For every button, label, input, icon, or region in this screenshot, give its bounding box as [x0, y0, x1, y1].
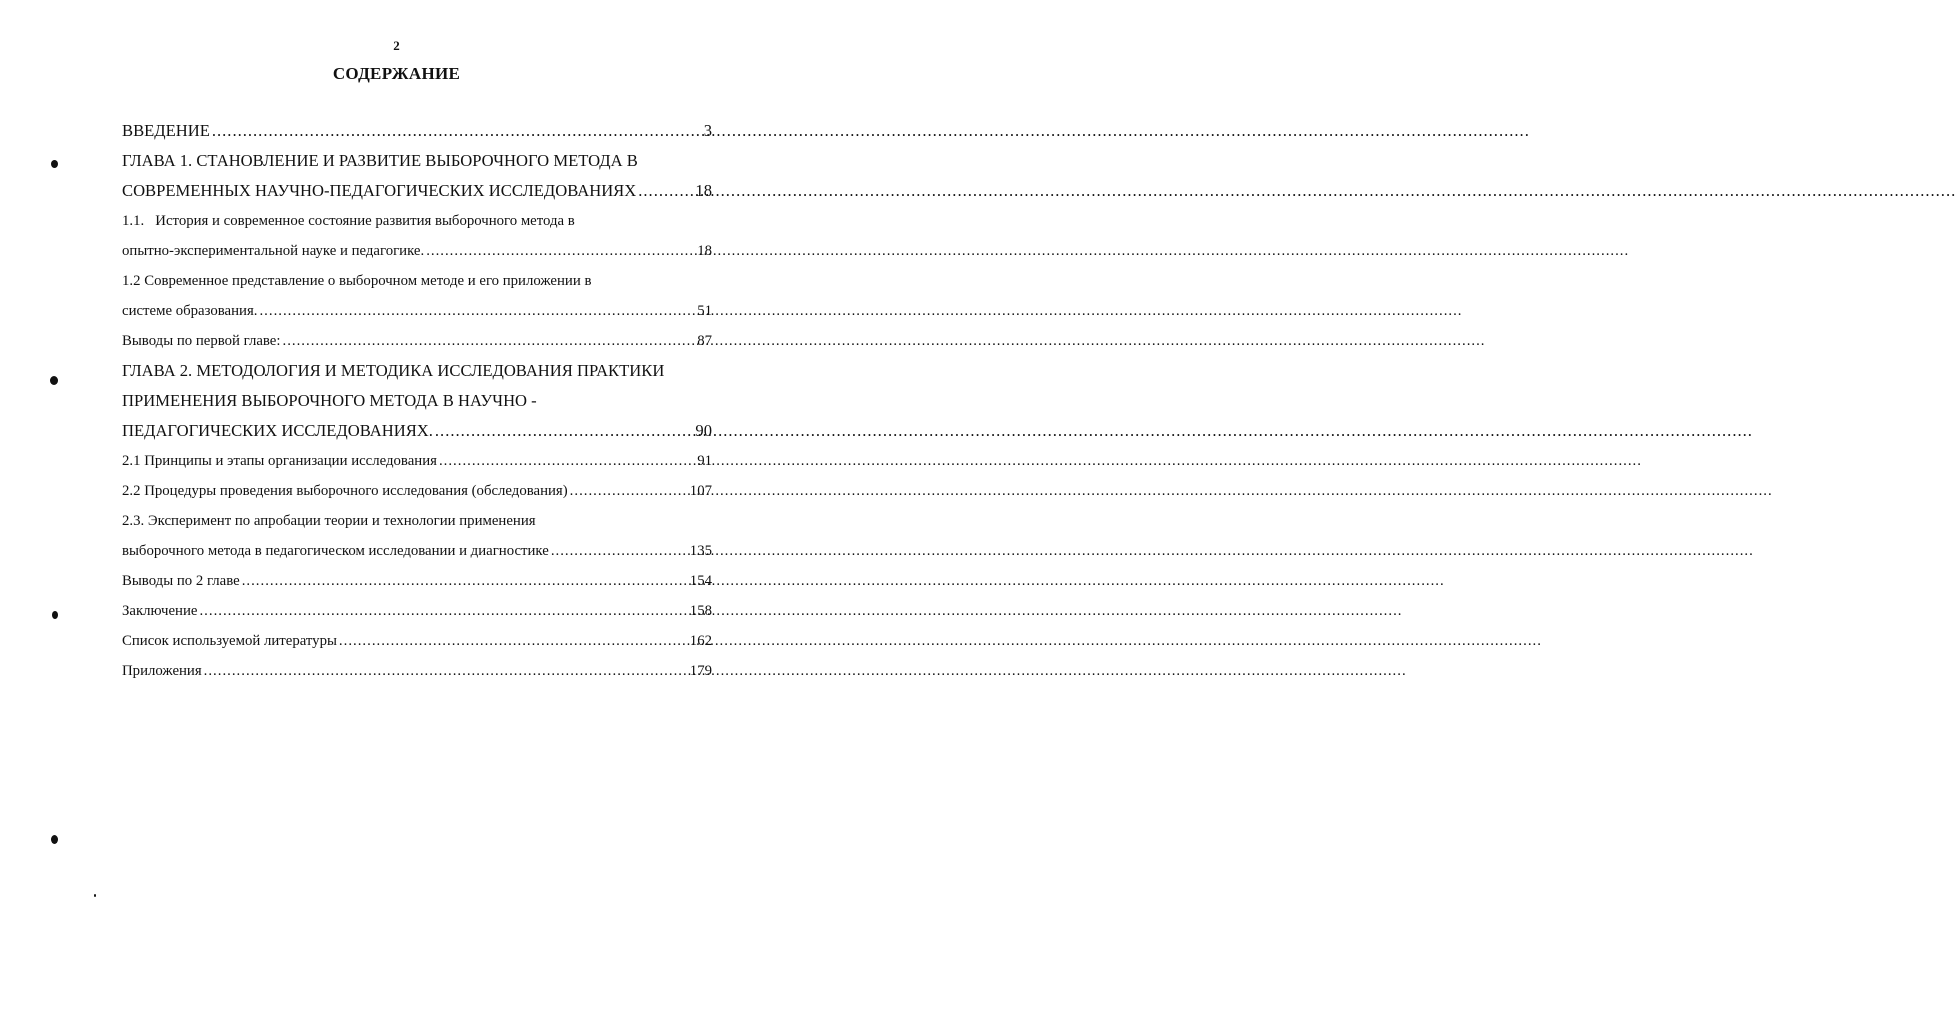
dot-leader	[551, 536, 688, 566]
toc-entry-appendix[interactable]	[122, 656, 712, 686]
toc-entry-chapter1[interactable]	[122, 176, 712, 206]
toc-entry-conclusion[interactable]	[122, 596, 712, 626]
dot-leader	[435, 416, 694, 446]
toc-entry-title: выборочного метода в педагогическом исследовании и диагностике	[122, 543, 549, 559]
dot-leader	[199, 596, 687, 626]
toc-entry-section-2-3-line1[interactable]: 2.3. Эксперимент по апробации теории и технологии применения	[122, 513, 536, 529]
dot-leader	[204, 656, 688, 686]
dot-leader	[242, 566, 688, 596]
toc-entry-title: Выводы по первой главе:	[122, 333, 281, 349]
toc-entry-title: СОВРЕМЕННЫХ НАУЧНО-ПЕДАГОГИЧЕСКИХ ИССЛЕДОВАНИЯХ	[122, 181, 637, 200]
toc-entry-section-2-1[interactable]	[122, 446, 712, 476]
scan-speck	[51, 160, 58, 168]
toc-page-number: 3	[703, 121, 712, 140]
dot-leader	[570, 476, 688, 506]
toc-entry-title: Список используемой литературы	[122, 633, 337, 649]
dot-leader	[259, 296, 695, 326]
toc-page-number: 107	[689, 483, 712, 499]
dot-leader	[439, 446, 695, 476]
dot-leader	[212, 116, 702, 146]
toc-entry-section-1-2-line1[interactable]: 1.2 Современное представление о выборочном методе и его приложении в	[122, 273, 592, 289]
toc-page-number: 154	[689, 573, 712, 589]
toc-entry-section-1-1-line1[interactable]: 1.1. История и современное состояние развития выборочного метода в	[122, 213, 575, 229]
toc-entry-conclusions-chapter2[interactable]	[122, 566, 712, 596]
scan-speck	[94, 894, 96, 897]
toc-page-number: 91	[697, 453, 712, 469]
scan-speck	[50, 376, 58, 385]
toc-entry-conclusions-chapter1[interactable]	[122, 326, 712, 356]
toc-entry-title: ВВЕДЕНИЕ	[122, 121, 210, 140]
toc-entry-intro[interactable]	[122, 116, 712, 146]
toc-entry-title: Приложения	[122, 663, 202, 679]
toc-entry-references[interactable]	[122, 626, 712, 656]
toc-entry-title: системе образования.	[122, 303, 258, 319]
toc-entry-title: ПЕДАГОГИЧЕСКИХ ИССЛЕДОВАНИЯХ.	[122, 421, 433, 440]
toc-entry-title: 2.1 Принципы и этапы организации исследования	[122, 453, 437, 469]
dot-leader	[283, 326, 696, 356]
toc-page-number: 87	[697, 333, 712, 349]
page-number: 2	[393, 38, 400, 53]
toc-entry-chapter2-line2[interactable]: ПРИМЕНЕНИЯ ВЫБОРОЧНОГО МЕТОДА В НАУЧНО -	[122, 391, 537, 410]
toc-page-number: 18	[697, 243, 712, 259]
toc-page-number: 90	[695, 421, 712, 440]
toc-page-number: 51	[697, 303, 712, 319]
toc-page-number: 135	[689, 543, 712, 559]
contents-heading: СОДЕРЖАНИЕ	[332, 64, 461, 83]
scan-speck	[52, 611, 58, 619]
toc-page-number: 18	[695, 181, 712, 200]
toc-entry-title: Выводы по 2 главе	[122, 573, 240, 589]
toc-entry-title: Заключение	[122, 603, 198, 619]
dot-leader	[426, 236, 695, 266]
toc-entry-title: опытно-экспериментальной науке и педагогике.	[122, 243, 425, 259]
toc-entry-chapter1-line1[interactable]: ГЛАВА 1. СТАНОВЛЕНИЕ И РАЗВИТИЕ ВЫБОРОЧНОГО МЕТОДА В	[122, 151, 638, 170]
toc-entry-section-1-2[interactable]	[122, 296, 712, 326]
toc-entry-section-2-2[interactable]	[122, 476, 712, 506]
toc-entry-section-2-3[interactable]	[122, 536, 712, 566]
toc-entry-section-1-1[interactable]	[122, 236, 712, 266]
toc-page-number: 179	[689, 663, 712, 679]
table-of-contents	[122, 116, 712, 686]
toc-entry-chapter2-line1[interactable]: ГЛАВА 2. МЕТОДОЛОГИЯ И МЕТОДИКА ИССЛЕДОВАНИЯ ПРАКТИКИ	[122, 361, 665, 380]
toc-page-number: 162	[689, 633, 712, 649]
toc-entry-title: 2.2 Процедуры проведения выборочного исследования (обследования)	[122, 483, 568, 499]
dot-leader	[638, 176, 693, 206]
toc-entry-chapter2[interactable]	[122, 416, 712, 446]
toc-page-number: 158	[689, 603, 712, 619]
scan-speck	[51, 835, 58, 844]
dot-leader	[339, 626, 688, 656]
